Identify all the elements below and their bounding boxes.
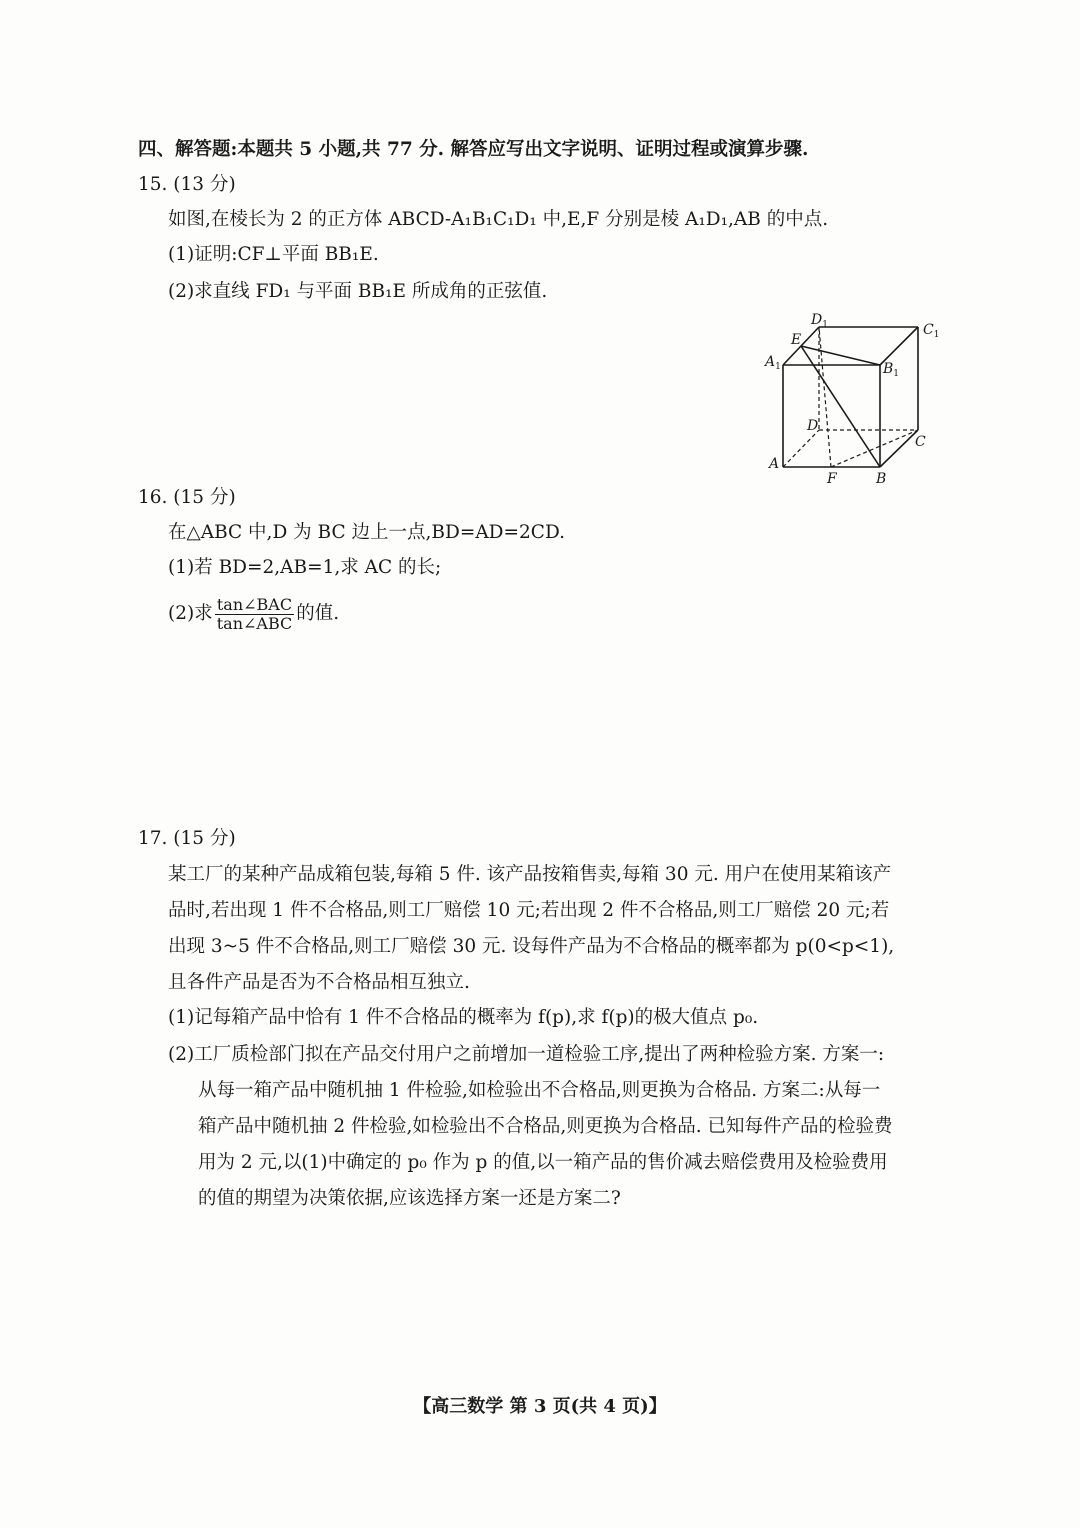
segment-eb: [801, 346, 880, 467]
q16-fraction: [215, 596, 295, 633]
q17-part2-line-3: 箱产品中随机抽 2 件检验,如检验出不合格品,则更换为合格品. 已知每件产品的检验费: [198, 1116, 893, 1137]
q17-part2-line-4: 用为 2 元,以(1)中确定的 p₀ 作为 p 的值,以一箱产品的售价减去赔偿费用及检验费用: [198, 1152, 888, 1173]
q16-part2-prefix: (2)求: [168, 603, 213, 624]
label-b: B: [876, 471, 887, 486]
q16-part2: [168, 592, 339, 636]
segment-eb1: [801, 346, 880, 365]
edge-bc: [880, 430, 918, 467]
segment-fd1-hidden: [819, 327, 831, 467]
cube-figure: [755, 306, 945, 486]
segment-fc-hidden: [831, 430, 918, 467]
section-heading: 四、解答题:本题共 5 小题,共 77 分. 解答应写出文字说明、证明过程或演算步骤.: [138, 139, 809, 160]
q17-part2-line-2: 从每一箱产品中随机抽 1 件检验,如检验出不合格品,则更换为合格品. 方案二:从每一: [198, 1080, 881, 1101]
q17-line-2: 品时,若出现 1 件不合格品,则工厂赔偿 10 元;若出现 2 件不合格品,则工厂赔偿 20 元;若: [168, 900, 890, 921]
label-d: D: [807, 418, 819, 434]
q16-part1: (1)若 BD=2,AB=1,求 AC 的长;: [168, 557, 442, 578]
label-a: A: [769, 456, 780, 472]
label-a1: $A_1$: [765, 354, 781, 372]
edge-ad-hidden: [783, 430, 819, 467]
label-e: E: [791, 332, 802, 348]
fraction-numerator: tan∠BAC: [216, 594, 293, 614]
q16-number: 16. (15 分): [138, 487, 236, 508]
label-c1: $C_1$: [923, 322, 940, 340]
edge-c1b1: [880, 327, 918, 365]
q15-part2: (2)求直线 FD₁ 与平面 BB₁E 所成角的正弦值.: [168, 281, 548, 302]
q17-part1: (1)记每箱产品中恰有 1 件不合格品的概率为 f(p),求 f(p)的极大值点 p₀.: [168, 1007, 759, 1028]
q16-part2-suffix: 的值.: [296, 603, 340, 624]
q17-line-4: 且各件产品是否为不合格品相互独立.: [168, 972, 470, 993]
label-b1: $B_1$: [883, 361, 900, 379]
q15-stem: 如图,在棱长为 2 的正方体 ABCD-A₁B₁C₁D₁ 中,E,F 分别是棱 A₁D₁,AB 的中点.: [168, 209, 829, 230]
q17-part2-line-5: 的值的期望为决策依据,应该选择方案一还是方案二?: [198, 1188, 621, 1209]
q17-number: 17. (15 分): [138, 828, 236, 849]
q17-line-3: 出现 3~5 件不合格品,则工厂赔偿 30 元. 设每件产品为不合格品的概率都为 p(0<p<1),: [168, 936, 895, 957]
page-footer: 【高三数学 第 3 页(共 4 页)】: [413, 1396, 667, 1417]
q17-part2-line-1: (2)工厂质检部门拟在产品交付用户之前增加一道检验工序,提出了两种检验方案. 方案一:: [168, 1044, 885, 1065]
q15-part1: (1)证明:CF⊥平面 BB₁E.: [168, 244, 379, 265]
label-d1: $D_1$: [811, 312, 828, 330]
q16-stem: 在△ABC 中,D 为 BC 边上一点,BD=AD=2CD.: [168, 522, 565, 543]
q17-line-1: 某工厂的某种产品成箱包装,每箱 5 件. 该产品按箱售卖,每箱 30 元. 用户在使用某箱该产: [168, 864, 892, 885]
label-f: F: [827, 471, 837, 486]
label-c: C: [915, 434, 926, 450]
fraction-denominator: tan∠ABC: [216, 613, 293, 633]
q15-number: 15. (13 分): [138, 174, 236, 195]
